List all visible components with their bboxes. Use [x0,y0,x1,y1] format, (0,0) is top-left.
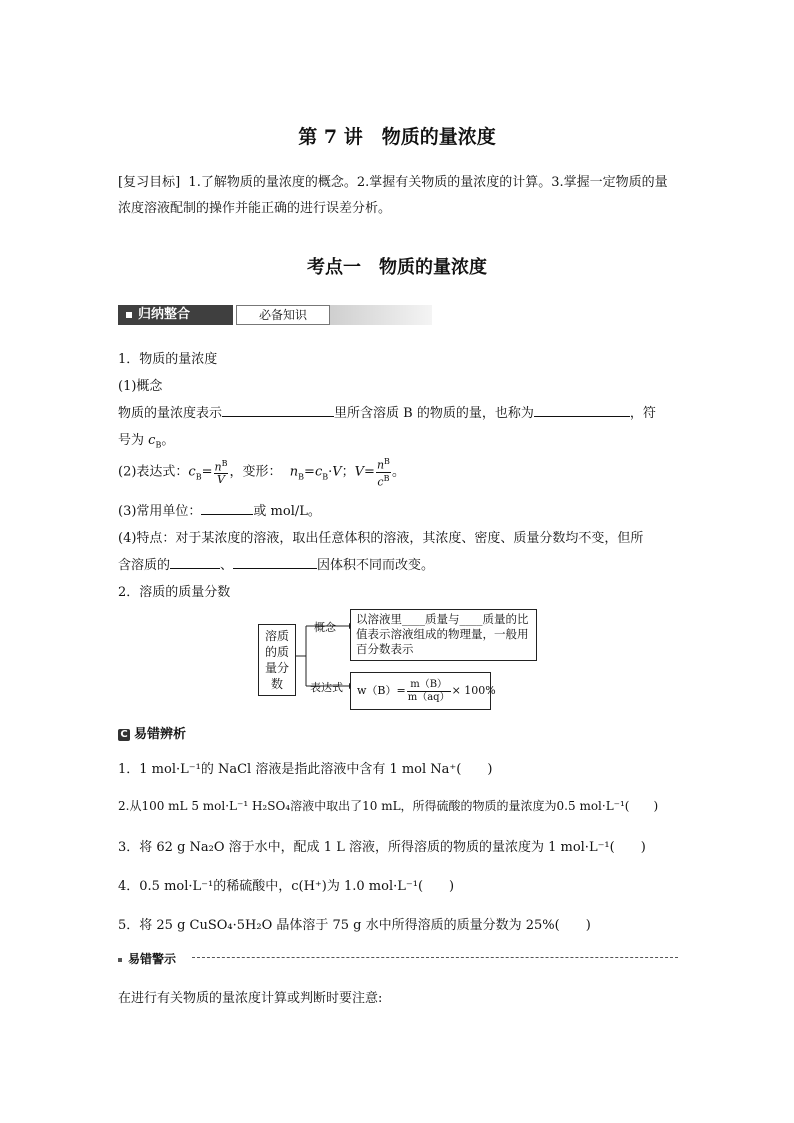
feature-line-1: (4)特点：对于某浓度的溶液，取出任意体积的溶液，其浓度、密度、质量分数均不变，但所 [118,531,644,546]
blank-field [534,404,630,417]
question-5: 5．将 25 g CuSO₄·5H₂O 晶体溶于 75 g 水中所得溶质的质量分数为 25%( ) [118,918,591,933]
section-title: 考点一 物质的量浓度 [307,257,487,278]
goals-tag: [复习目标] [118,175,181,190]
concept-box: 以溶液里____质量与____质量的比值表示溶液组成的物理量，一般用百分数表示 [350,609,537,661]
bullet-icon [118,958,122,962]
review-goals [118,170,678,222]
question-2: 2.从100 mL 5 mol·L⁻¹ H₂SO₄溶液中取出了10 mL，所得硫酸的物质的量浓度为0.5 mol·L⁻¹( ) [118,799,659,813]
warning-divider [192,957,678,958]
banner-main: 归纳整合 [118,305,233,325]
blank-field [233,556,317,569]
lesson-title: 第 7 讲 物质的量浓度 [298,126,496,148]
knowledge-banner [118,305,432,325]
item1-heading: 1．物质的量浓度 [118,352,218,367]
item2-heading: 2．溶质的质量分数 [118,585,231,600]
blank-field [222,404,334,417]
square-icon [126,312,132,318]
warning-header: 易错警示 [118,950,176,967]
feature-line-2: 含溶质的 、 因体积不同而改变。 [118,558,435,573]
banner-sub: 必备知识 [236,305,330,325]
warning-text: 在进行有关物质的量浓度计算或判断时要注意: [118,991,383,1006]
blank-field [170,556,220,569]
mass-fraction-box: 溶质的质量分数 [258,624,296,696]
banner-fade [330,305,432,325]
question-1: 1．1 mol·L⁻¹的 NaCl 溶液是指此溶液中含有 1 mol Na⁺( ) [118,762,493,777]
concept-label: (1)概念 [118,379,163,394]
label-expression: 表达式 [310,681,343,694]
concept-line-1: 物质的量浓度表示 里所含溶质 B 的物质的量，也称为 ，符 [118,406,656,421]
error-analysis-header: C 易错辨析 [118,723,186,742]
error-icon: C [118,729,130,741]
question-4: 4．0.5 mol·L⁻¹的稀硫酸中，c(H⁺)为 1.0 mol·L⁻¹( ) [118,879,455,894]
expression-line: (2)表达式：$c_B=$ $\frac{n^B}{V}$ ，变形： $n_B=c_B\cdot V$；V= $\frac{n^B}{c^B}$ 。 [118,457,405,489]
concept-line-2: 号为 $c_B$。 [118,433,175,450]
formula-box: w（B）= $\frac{m(B)}{m(aq)}$ × 100% [350,672,491,710]
blank-field [201,502,253,515]
goals-text: 1.了解物质的量浓度的概念。2.掌握有关物质的量浓度的计算。3.掌握一定物质的量浓度溶液配制的操作并能正确的进行误差分析。 [118,175,668,216]
unit-line: (3)常用单位： 或 mol/L。 [118,504,321,519]
label-concept: 概念 [314,621,336,634]
question-3: 3．将 62 g Na₂O 溶于水中，配成 1 L 溶液，所得溶质的物质的量浓度为 1 mol·L⁻¹( ) [118,840,646,855]
